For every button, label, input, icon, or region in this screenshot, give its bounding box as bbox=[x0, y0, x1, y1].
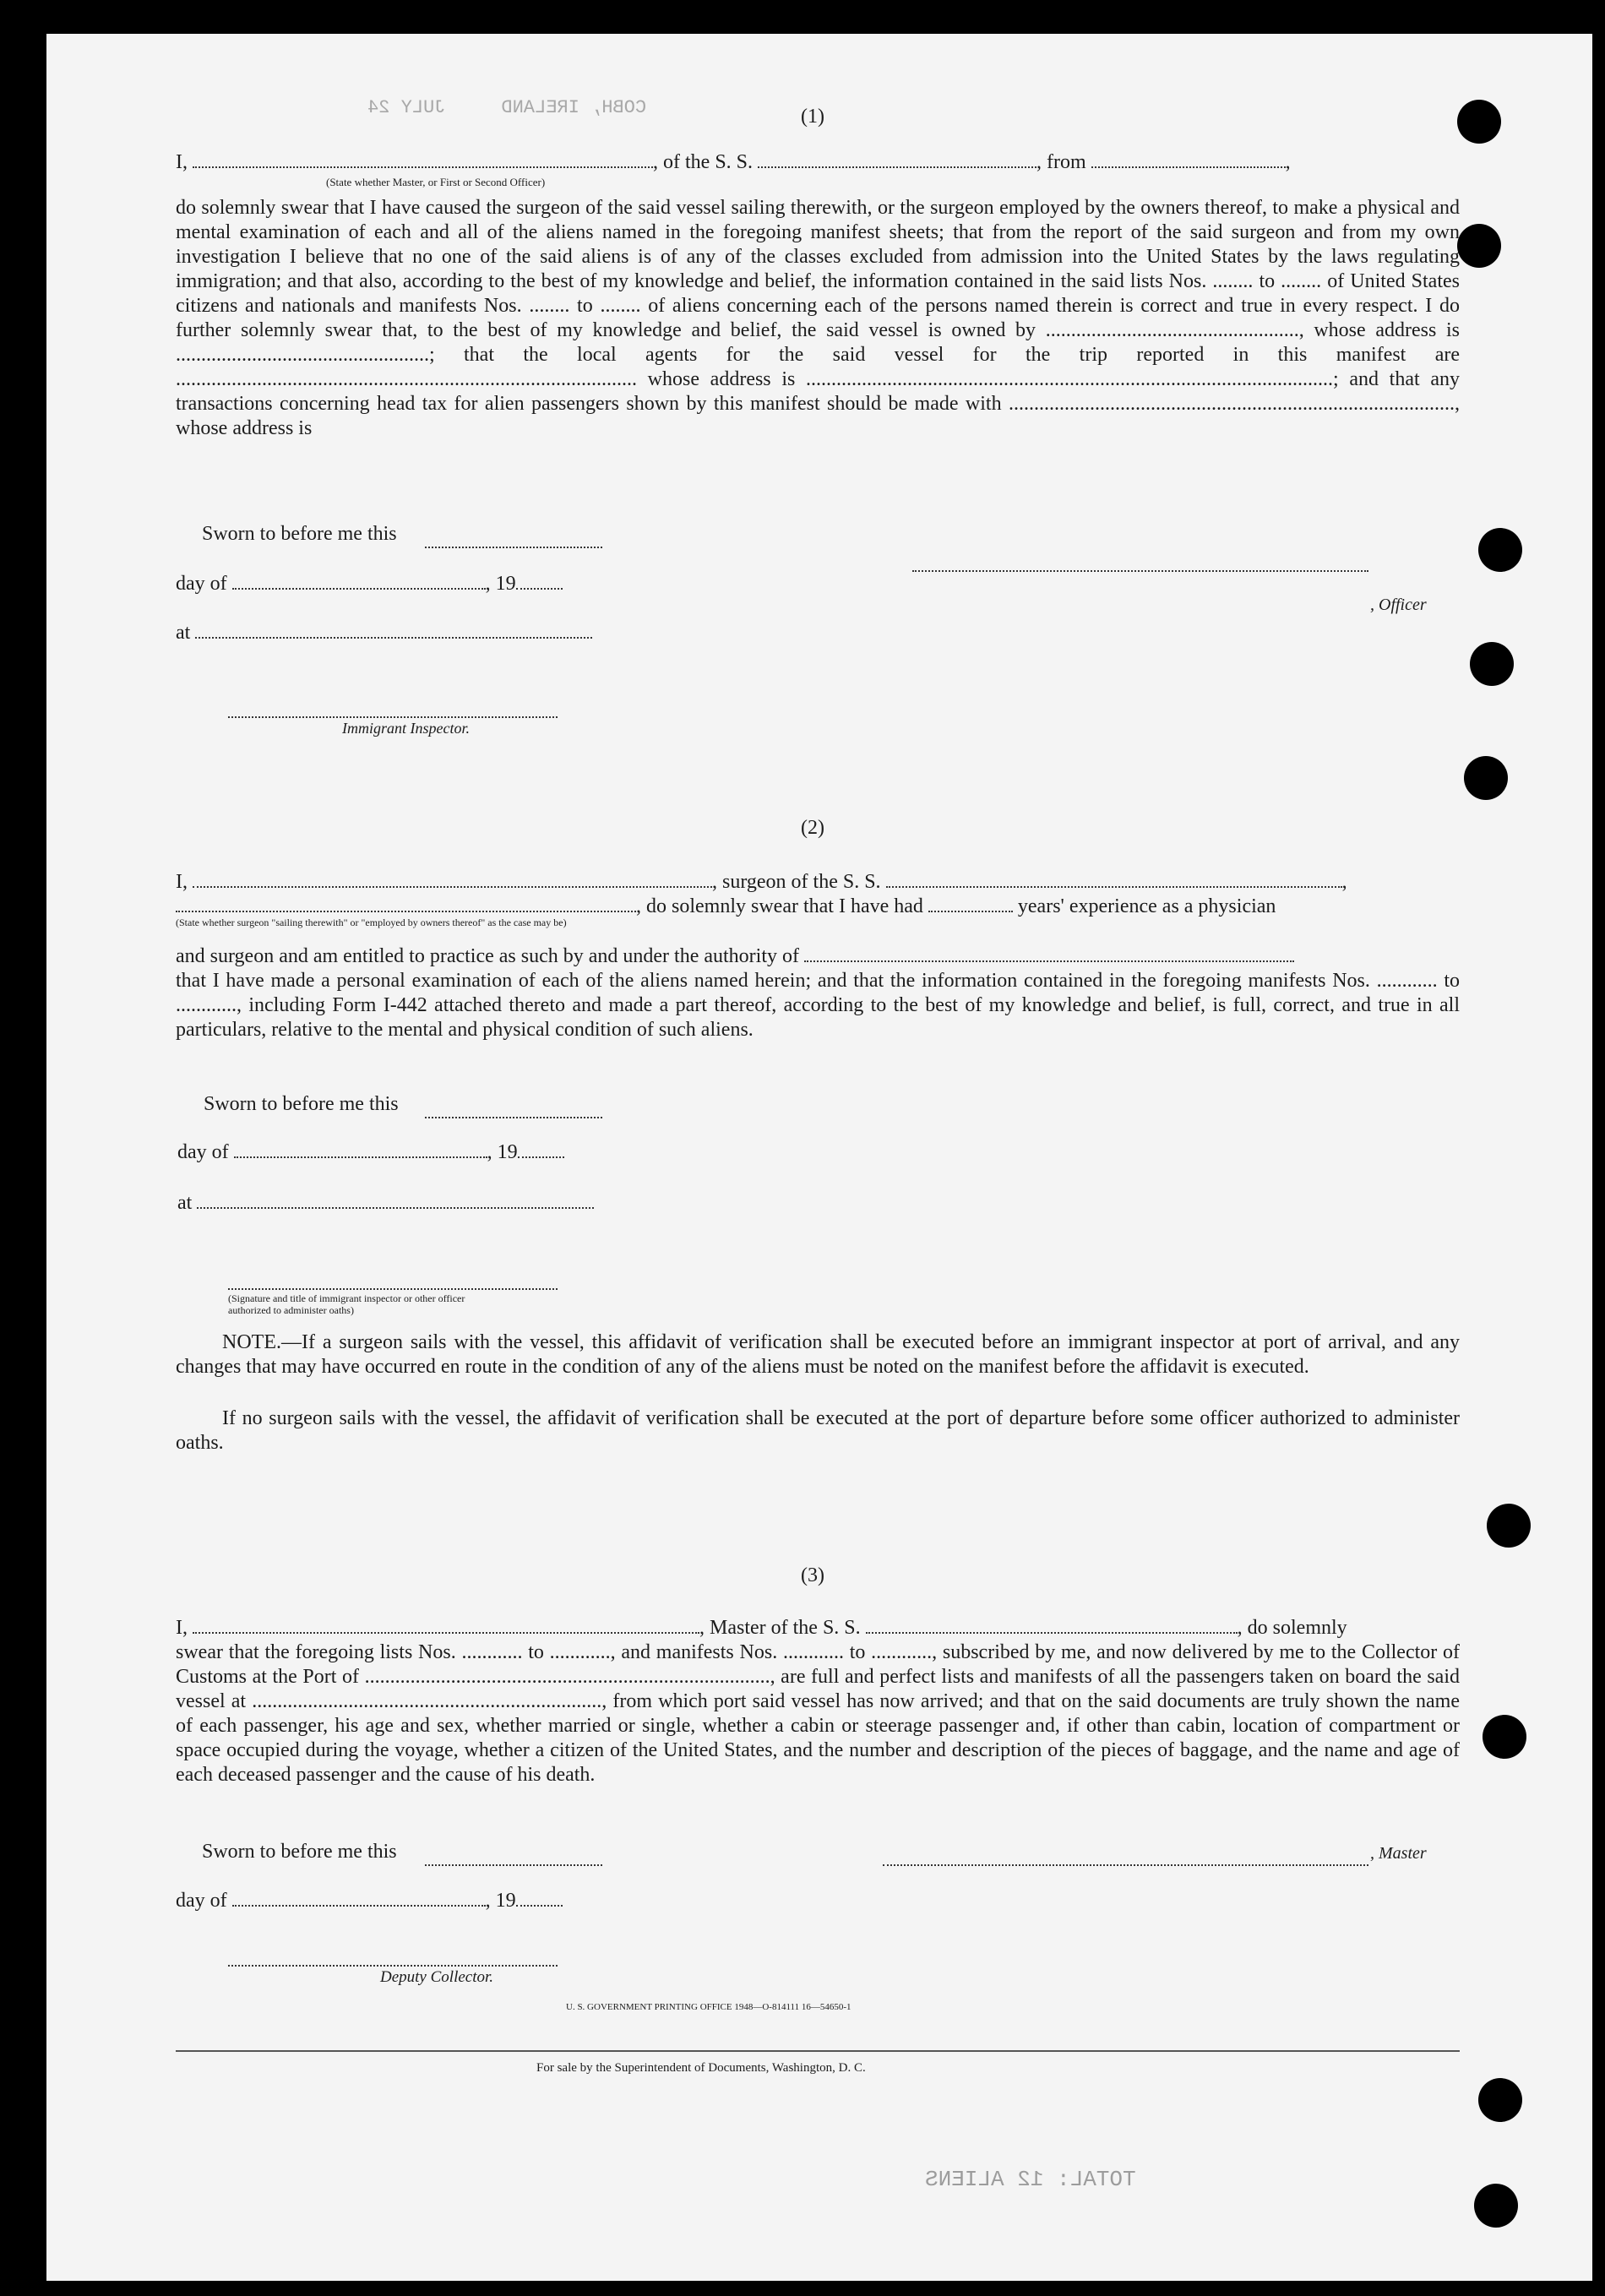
month-field[interactable] bbox=[234, 1141, 487, 1158]
note-no-surgeon: If no surgeon sails with the vessel, the affidavit of verification shall be executed at the port of departure before some officer authorized to administer oaths. bbox=[176, 1407, 1460, 1454]
label-master-of-ss: , Master of the S. S. bbox=[699, 1617, 861, 1639]
punch-hole-icon bbox=[1474, 2184, 1518, 2228]
master-signature-field[interactable] bbox=[883, 1849, 1368, 1866]
year-field[interactable] bbox=[516, 1890, 563, 1907]
section-3-number: (3) bbox=[801, 1564, 824, 1586]
surgeon-name-field[interactable] bbox=[193, 871, 712, 888]
sworn-day-field[interactable] bbox=[425, 1102, 602, 1118]
years-field[interactable] bbox=[928, 895, 1013, 912]
section-1-body: do solemnly swear that I have caused the surgeon of the said vessel sailing therewith, or the surgeon employed by the owners thereof, to make a physical and mental examination of each and all of the aliens named in the foregoing manifest sheets; that from the report of the said surgeon and from my own investigation I believe that no one of the said aliens is of any of the classes excluded from admission into the United States by the laws regulating immigration; and that also, according to the best of my knowledge and belief, the information contained in the said lists Nos. ........ to ........ of United States citizens and nationals and manifests Nos. ........ to ........ of aliens concerning each of the persons named therein is correct and true in every respect. I do further solemnly swear that, to the best of my knowledge and belief, the said vessel is owned by .................................................., whose address is ..................................................; that the local agents for the said vessel for the trip reported in this manifest are ........................................................................................... whose address is ........................................................................................................; and that any transactions concerning head tax for alien passengers shown by this manifest should be made with ........................................................................................, whose address is bbox=[176, 197, 1460, 439]
day-of-label: day of bbox=[177, 1141, 229, 1163]
section-2-number: (2) bbox=[801, 817, 824, 839]
punch-hole-icon bbox=[1478, 2078, 1522, 2122]
sworn-label: Sworn to before me this bbox=[204, 1093, 399, 1115]
section-1-number: (1) bbox=[801, 106, 824, 128]
collector-signature-field[interactable] bbox=[228, 1950, 558, 1967]
gpo-imprint: U. S. GOVERNMENT PRINTING OFFICE 1948—O-814111 16—54650-1 bbox=[566, 2002, 851, 2012]
master-label: , Master bbox=[1370, 1844, 1427, 1863]
sworn-label: Sworn to before me this bbox=[202, 523, 397, 545]
vessel-name-field[interactable] bbox=[758, 151, 1036, 168]
label-surgeon-of-ss: , surgeon of the S. S. bbox=[712, 871, 881, 893]
month-field[interactable] bbox=[232, 1890, 486, 1907]
label-swear-had: , do solemnly swear that I have had bbox=[636, 895, 923, 917]
master-name-field[interactable] bbox=[193, 151, 653, 168]
year-label: , 19 bbox=[485, 1890, 516, 1912]
label-of-ss: , of the S. S. bbox=[653, 151, 754, 173]
officer-label: , Officer bbox=[1370, 596, 1427, 614]
officer-caption: (State whether Master, or First or Second Officer) bbox=[326, 176, 546, 188]
punch-hole-icon bbox=[1470, 642, 1514, 686]
label-i: I, bbox=[176, 151, 188, 173]
deputy-collector-label: Deputy Collector. bbox=[380, 1968, 494, 1986]
comma: , bbox=[1341, 871, 1347, 893]
inspector-signature-field[interactable] bbox=[228, 701, 558, 718]
place-field[interactable] bbox=[197, 1192, 594, 1209]
place-field[interactable] bbox=[195, 622, 592, 639]
year-field[interactable] bbox=[518, 1141, 564, 1158]
port-from-field[interactable] bbox=[1091, 151, 1286, 168]
note-surgeon-sails: NOTE.—If a surgeon sails with the vessel, this affidavit of verification shall be executed before an immigrant inspector at port of arrival, and any changes that may have occurred en route in the condition of any of the aliens must be noted on the manifest before the affidavit is executed. bbox=[176, 1331, 1460, 1378]
year-label: , 19 bbox=[487, 1141, 518, 1163]
label-from: , from bbox=[1036, 151, 1086, 173]
punch-hole-icon bbox=[1483, 1715, 1526, 1759]
bleed-through-text: TOTAL: 12 ALIENS bbox=[925, 2167, 1136, 2192]
vessel-name-field[interactable] bbox=[866, 1617, 1238, 1634]
punch-hole-icon bbox=[1457, 100, 1501, 144]
authority-field[interactable] bbox=[804, 945, 1294, 962]
surgeon-vessel-field[interactable] bbox=[886, 871, 1342, 888]
day-of-label: day of bbox=[176, 573, 227, 595]
footer-rule bbox=[176, 2050, 1460, 2052]
label-authority: and surgeon and am entitled to practice as such by and under the authority of bbox=[176, 945, 799, 967]
signature-caption: (Signature and title of immigrant inspector or other officer authorized to administer oaths) bbox=[228, 1292, 465, 1316]
sworn-day-field[interactable] bbox=[425, 1849, 602, 1866]
punch-hole-icon bbox=[1478, 528, 1522, 572]
year-label: , 19 bbox=[485, 573, 516, 595]
punch-hole-icon bbox=[1464, 756, 1508, 800]
at-label: at bbox=[176, 622, 191, 644]
label-years-experience: years' experience as a physician bbox=[1017, 895, 1276, 917]
sworn-day-field[interactable] bbox=[425, 531, 602, 548]
sale-notice: For sale by the Superintendent of Documents, Washington, D. C. bbox=[536, 2061, 866, 2075]
surgeon-status-field[interactable] bbox=[176, 895, 636, 912]
day-of-label: day of bbox=[176, 1890, 227, 1912]
section-3-body: swear that the foregoing lists Nos. ............ to ............, and manifests Nos. ............ to ............, subscribed by me, and now delivered by me to the Collector of Customs at the Port of ................................................................................, are full and perfect lists and manifests of all the passengers taken on board the said vessel at ....................................................................., from which port said vessel has now arrived; and that on the said documents are truly shown the name of each passenger, his age and sex, whether married or single, whether a cabin or steerage passenger and, if other than cabin, location of compartment or space occupied during the voyage, whether a citizen of the United States, and the number and description of the pieces of baggage, and the name and age of each deceased passenger and the cause of his death. bbox=[176, 1641, 1460, 1786]
officer-signature-field[interactable] bbox=[912, 555, 1368, 572]
label-do-solemnly: , do solemnly bbox=[1237, 1617, 1347, 1639]
bleed-through-text: COBH, IRELAND JULY 24 bbox=[367, 97, 647, 118]
surgeon-caption: (State whether surgeon "sailing therewith" or "employed by owners thereof" as the case may be) bbox=[176, 917, 567, 928]
label-i: I, bbox=[176, 871, 188, 893]
officer-signature-field[interactable] bbox=[228, 1273, 558, 1290]
year-field[interactable] bbox=[516, 573, 563, 590]
punch-hole-icon bbox=[1487, 1504, 1531, 1548]
month-field[interactable] bbox=[232, 573, 486, 590]
comma: , bbox=[1285, 151, 1291, 173]
punch-hole-icon bbox=[1457, 224, 1501, 268]
at-label: at bbox=[177, 1192, 193, 1214]
section-2-body: that I have made a personal examination of each of the aliens named herein; and that the information contained in the foregoing manifests Nos. ............ to ............, including Form I-442 attached thereto and made a part thereof, according to the best of my knowledge and belief, is full, correct, and true in all particulars, relative to the mental and physical condition of such aliens. bbox=[176, 970, 1460, 1041]
label-i: I, bbox=[176, 1617, 188, 1639]
immigrant-inspector-label: Immigrant Inspector. bbox=[342, 720, 470, 737]
master-name-field[interactable] bbox=[193, 1617, 699, 1634]
form-page bbox=[46, 34, 1592, 2281]
sworn-label: Sworn to before me this bbox=[202, 1841, 397, 1863]
